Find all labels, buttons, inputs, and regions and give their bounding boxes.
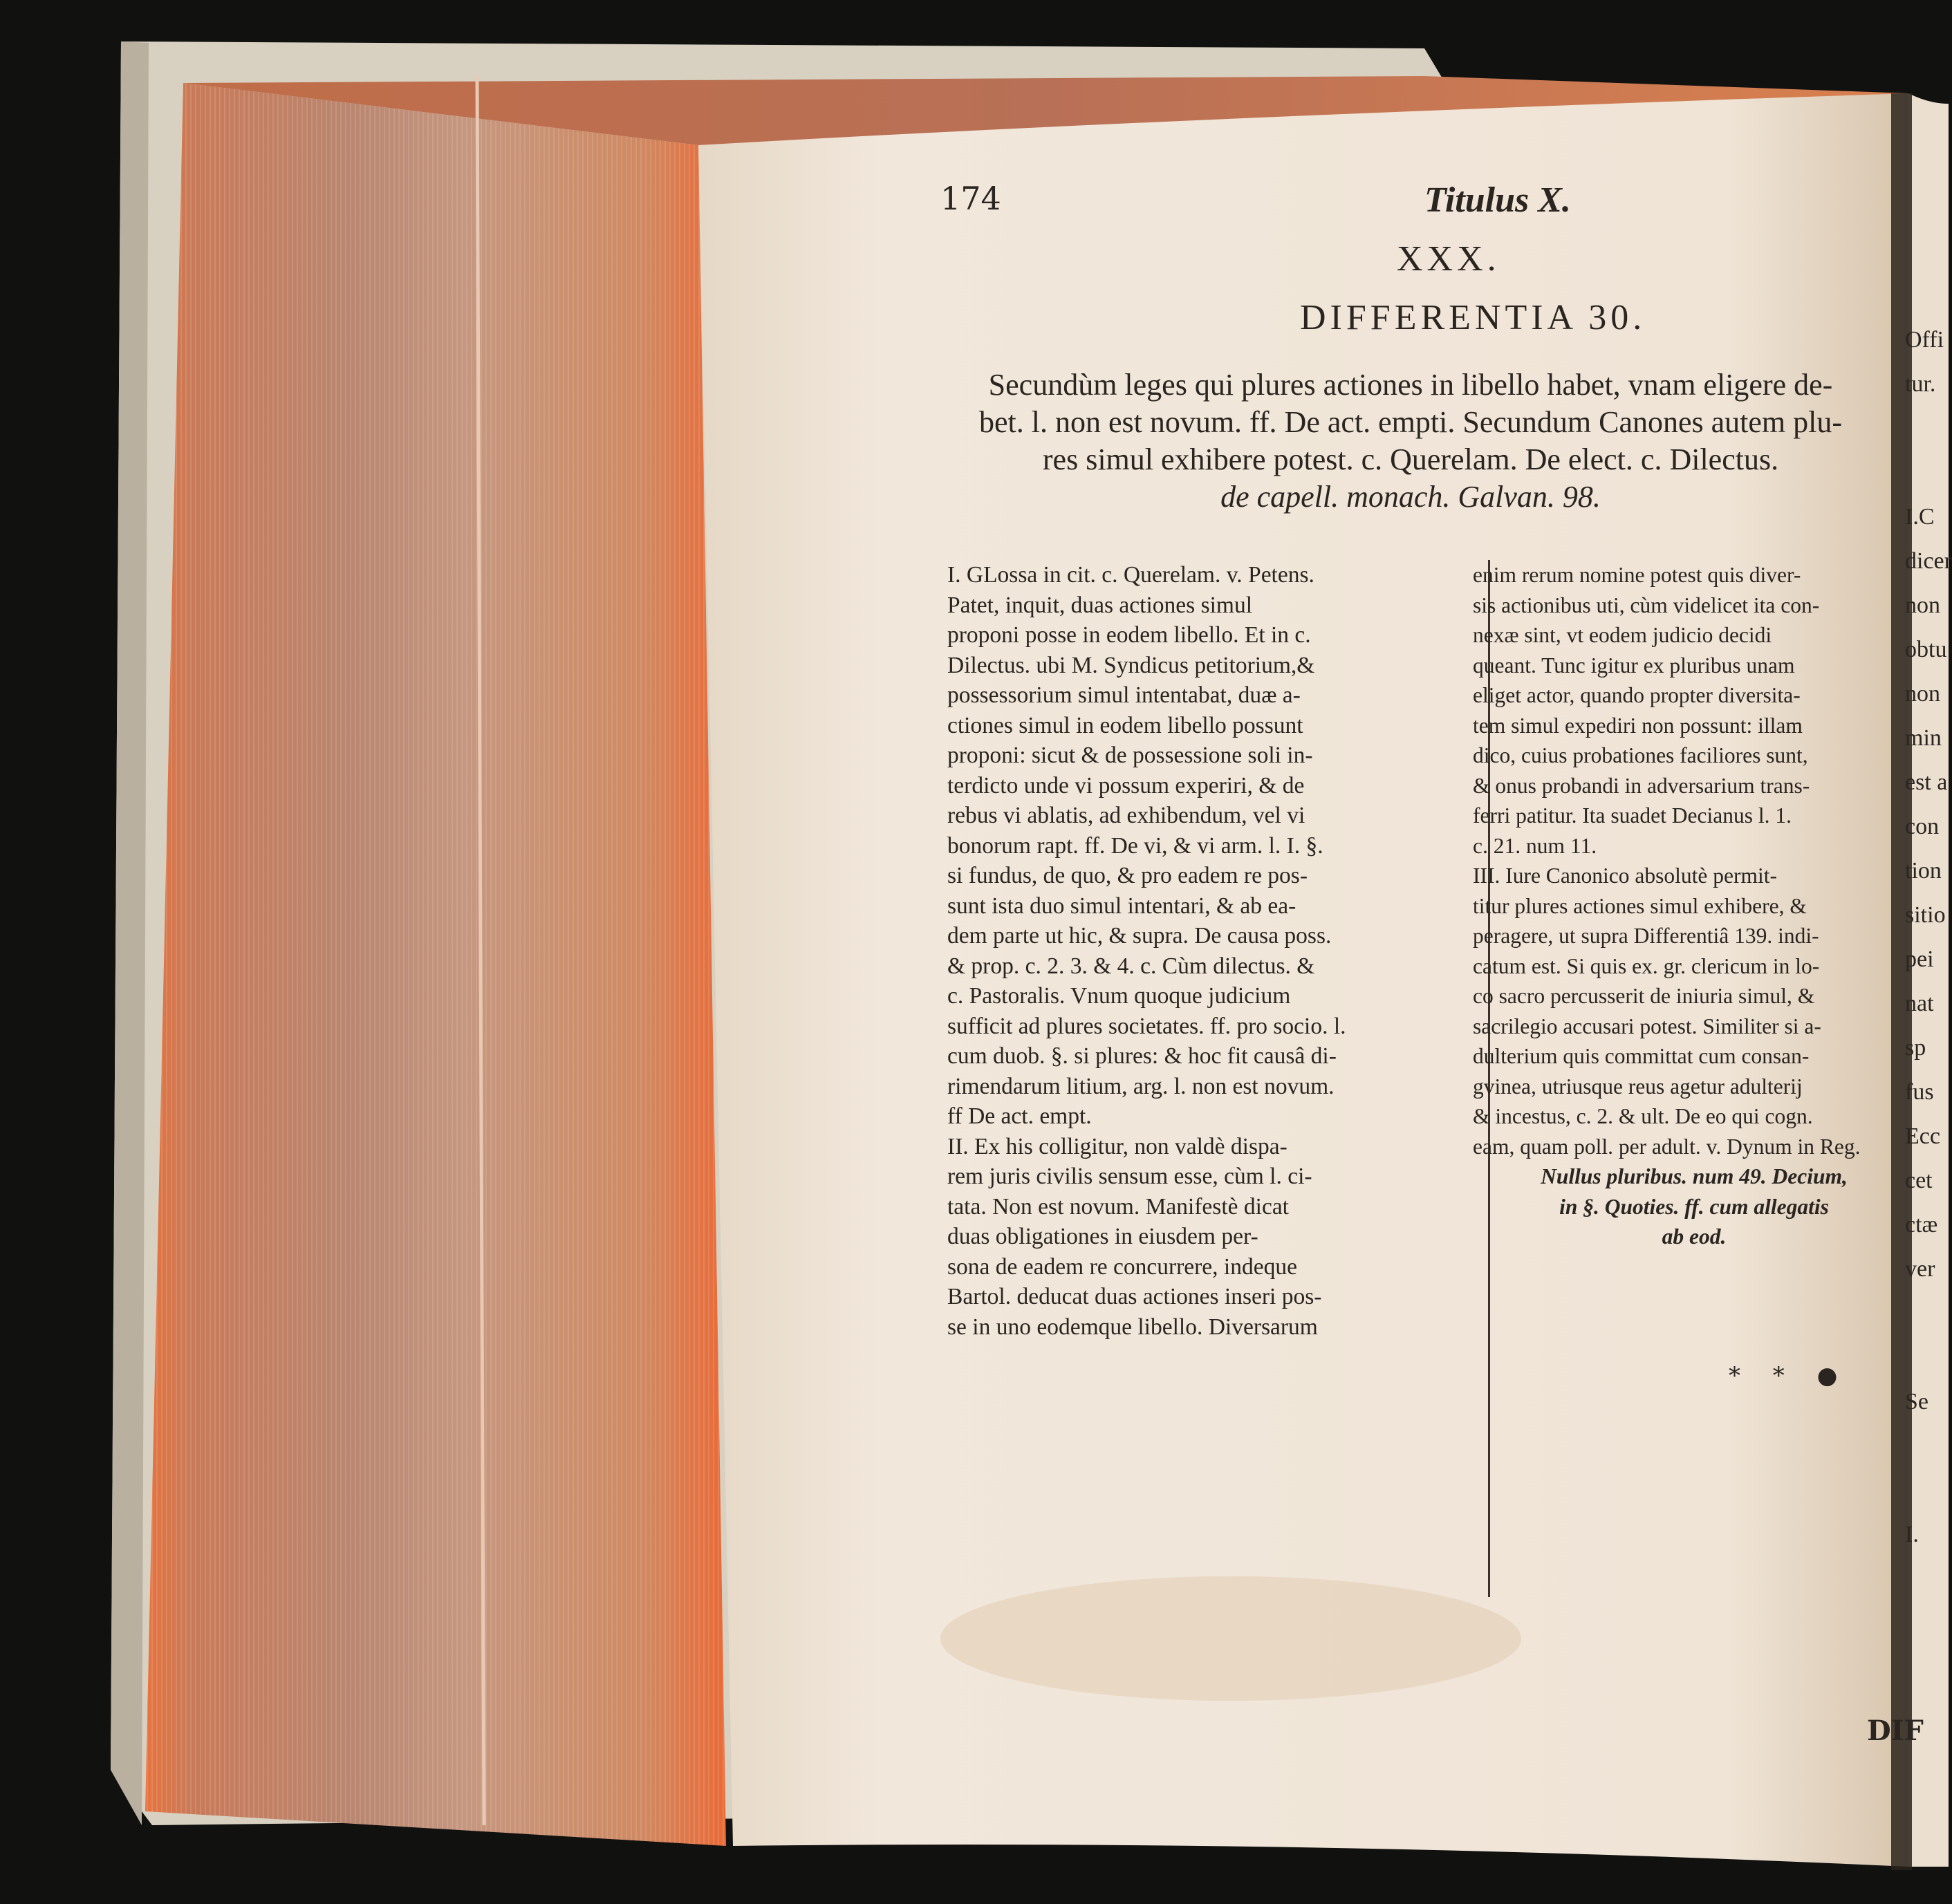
next-page-line: Offi (1905, 327, 1944, 353)
next-page-line: tur. (1905, 371, 1936, 397)
text-line: III. Iure Canonico absolutè permit- (1473, 864, 1777, 888)
right-column (1473, 560, 1915, 1252)
catchword: DIF (1867, 1715, 1924, 1747)
next-page-fragment (1905, 318, 1952, 1557)
next-page-line (1905, 1424, 1946, 1468)
next-page-line: non (1905, 592, 1940, 618)
text-line: & incestus, c. 2. & ult. De eo qui cogn. (1473, 1104, 1813, 1128)
next-page-line: dicer (1905, 548, 1952, 574)
next-page-line: ctæ (1905, 1212, 1938, 1238)
next-page-line: est a (1905, 769, 1948, 795)
ornament: * * ● (1729, 1362, 1850, 1390)
text-line: Bartol. deducat duas actiones inseri pos- (947, 1284, 1322, 1309)
next-page-line: min (1905, 725, 1942, 751)
next-page-line: fus (1905, 1079, 1934, 1105)
text-line: titur plures actiones simul exhibere, & (1473, 893, 1807, 918)
text-line: sunt ista duo simul intentari, & ab ea- (947, 893, 1296, 919)
next-page-line: I. (1905, 1522, 1919, 1547)
text-line: catum est. Si quis ex. gr. clericum in lo- (1473, 953, 1820, 978)
text-line: c. 21. num 11. (1473, 833, 1597, 858)
next-page-line: Se (1905, 1389, 1928, 1415)
text-line: eliget actor, quando propter diversita- (1473, 683, 1801, 707)
text-line: eam, quam poll. per adult. v. Dynum in Reg. (1473, 1134, 1861, 1159)
next-page-line: ver (1905, 1256, 1935, 1282)
text-line: c. Pastoralis. Vnum quoque judicium (947, 983, 1291, 1009)
next-page-line: non (1905, 681, 1940, 707)
text-line: nexæ sint, vt eodem judicio decidi (1473, 623, 1772, 647)
text-line: & onus probandi in adversarium trans- (1473, 773, 1810, 798)
text-line: peragere, ut supra Differentiâ 139. indi- (1473, 924, 1819, 948)
next-page-line: tion (1905, 858, 1942, 884)
text-line: co sacro percusserit de iniuria simul, & (1473, 984, 1815, 1008)
text-line: sufficit ad plures societates. ff. pro socio. l. (947, 1013, 1346, 1039)
page-number: 174 (940, 180, 1001, 217)
next-page-line: nat (1905, 991, 1934, 1016)
summary-line: de capell. monach. Galvan. 98. (1220, 480, 1601, 514)
text-line: terdicto unde vi possum experiri, & de (947, 772, 1305, 799)
next-page-line: cet (1905, 1168, 1933, 1193)
next-page-line: Ecc (1905, 1123, 1940, 1149)
text-line: dulterium quis committat cum consan- (1473, 1044, 1810, 1068)
next-page-line: I.C (1905, 504, 1935, 530)
text-line: se in uno eodemque libello. Diversarum (947, 1314, 1318, 1340)
text-line: tem simul expediri non possunt: illam (1473, 713, 1803, 738)
text-line: in §. Quoties. ff. cum allegatis (1559, 1194, 1829, 1219)
text-line: ab eod. (1662, 1224, 1727, 1249)
running-title: Titulus X. (1424, 180, 1571, 220)
text-line: Patet, inquit, duas actiones simul (947, 592, 1253, 618)
text-line: gvinea, utriusque reus agetur adulterij (1473, 1074, 1803, 1099)
next-page-line (1905, 451, 1946, 495)
text-line: ff De act. empt. (947, 1103, 1092, 1129)
text-line: bonorum rapt. ff. De vi, & vi arm. l. I. §. (947, 832, 1323, 859)
text-line: ctiones simul in eodem libello possunt (947, 712, 1303, 738)
text-line: & prop. c. 2. 3. & 4. c. Cùm dilectus. & (947, 953, 1315, 979)
text-line: sis actionibus uti, cùm videlicet ita con- (1473, 592, 1820, 617)
text-line: proponi posse in eodem libello. Et in c. (947, 622, 1311, 648)
next-page-line: obtu (1905, 637, 1947, 662)
text-line: tata. Non est novum. Manifestè dicat (947, 1193, 1289, 1220)
text-line: enim rerum nomine potest quis diver- (1473, 563, 1801, 587)
next-page-line (1905, 407, 1946, 451)
page-text-block (899, 159, 1922, 1818)
text-line: si fundus, de quo, & pro eadem re pos- (947, 863, 1308, 888)
text-line: queant. Tunc igitur ex pluribus unam (1473, 653, 1795, 678)
next-page-line (1905, 1291, 1946, 1336)
text-line: rem juris civilis sensum esse, cùm l. ci- (947, 1164, 1312, 1189)
next-page-line: sp (1905, 1035, 1926, 1061)
running-head (940, 173, 1936, 228)
text-line: dico, cuius probationes faciliores sunt, (1473, 743, 1808, 767)
text-line: rimendarum litium, arg. l. non est novum. (947, 1073, 1335, 1099)
text-line: sacrilegio accusari potest. Similiter si a- (1473, 1014, 1821, 1038)
section-number: XXX. (1397, 239, 1500, 279)
text-line: proponi: sicut & de possessione soli in- (947, 743, 1313, 768)
next-page-line: con (1905, 814, 1940, 839)
summary-line: Secundùm leges qui plures actiones in libello habet, vnam eligere de- (988, 368, 1833, 402)
left-column (947, 560, 1445, 1342)
text-line: Dilectus. ubi M. Syndicus petitorium,& (947, 652, 1315, 678)
text-line: sona de eadem re concurrere, indeque (947, 1253, 1297, 1280)
text-line: I. GLossa in cit. c. Querelam. v. Petens. (947, 562, 1314, 588)
text-line: ferri patitur. Ita suadet Decianus l. 1. (1473, 803, 1792, 828)
text-line: rebus vi ablatis, ad exhibendum, vel vi (947, 803, 1305, 828)
text-line: cum duob. §. si plures: & hoc fit causâ di- (947, 1043, 1337, 1069)
next-page-line: pei (1905, 946, 1934, 972)
next-page-line: sitio (1905, 902, 1946, 928)
summary-line: bet. l. non est novum. ff. De act. empti. Secundum Canones autem plu- (978, 405, 1843, 439)
text-line: possessorium simul intentabat, duæ a- (947, 682, 1301, 708)
next-page-line (1905, 1336, 1946, 1380)
text-line: Nullus pluribus. num 49. Decium, (1541, 1164, 1848, 1188)
text-line: dem parte ut hic, & supra. De causa poss. (947, 923, 1332, 949)
text-line: duas obligationes in eiusdem per- (947, 1224, 1258, 1249)
section-heading: DIFFERENTIA 30. (1300, 298, 1646, 337)
next-page-line (1905, 1468, 1946, 1513)
summary-line: res simul exhibere potest. c. Querelam. De elect. c. Dilectus. (1042, 442, 1779, 476)
page-fore-edge-lines (145, 83, 726, 1846)
text-line: II. Ex his colligitur, non valdè dispa- (947, 1133, 1288, 1159)
summary-paragraph (947, 366, 1874, 516)
